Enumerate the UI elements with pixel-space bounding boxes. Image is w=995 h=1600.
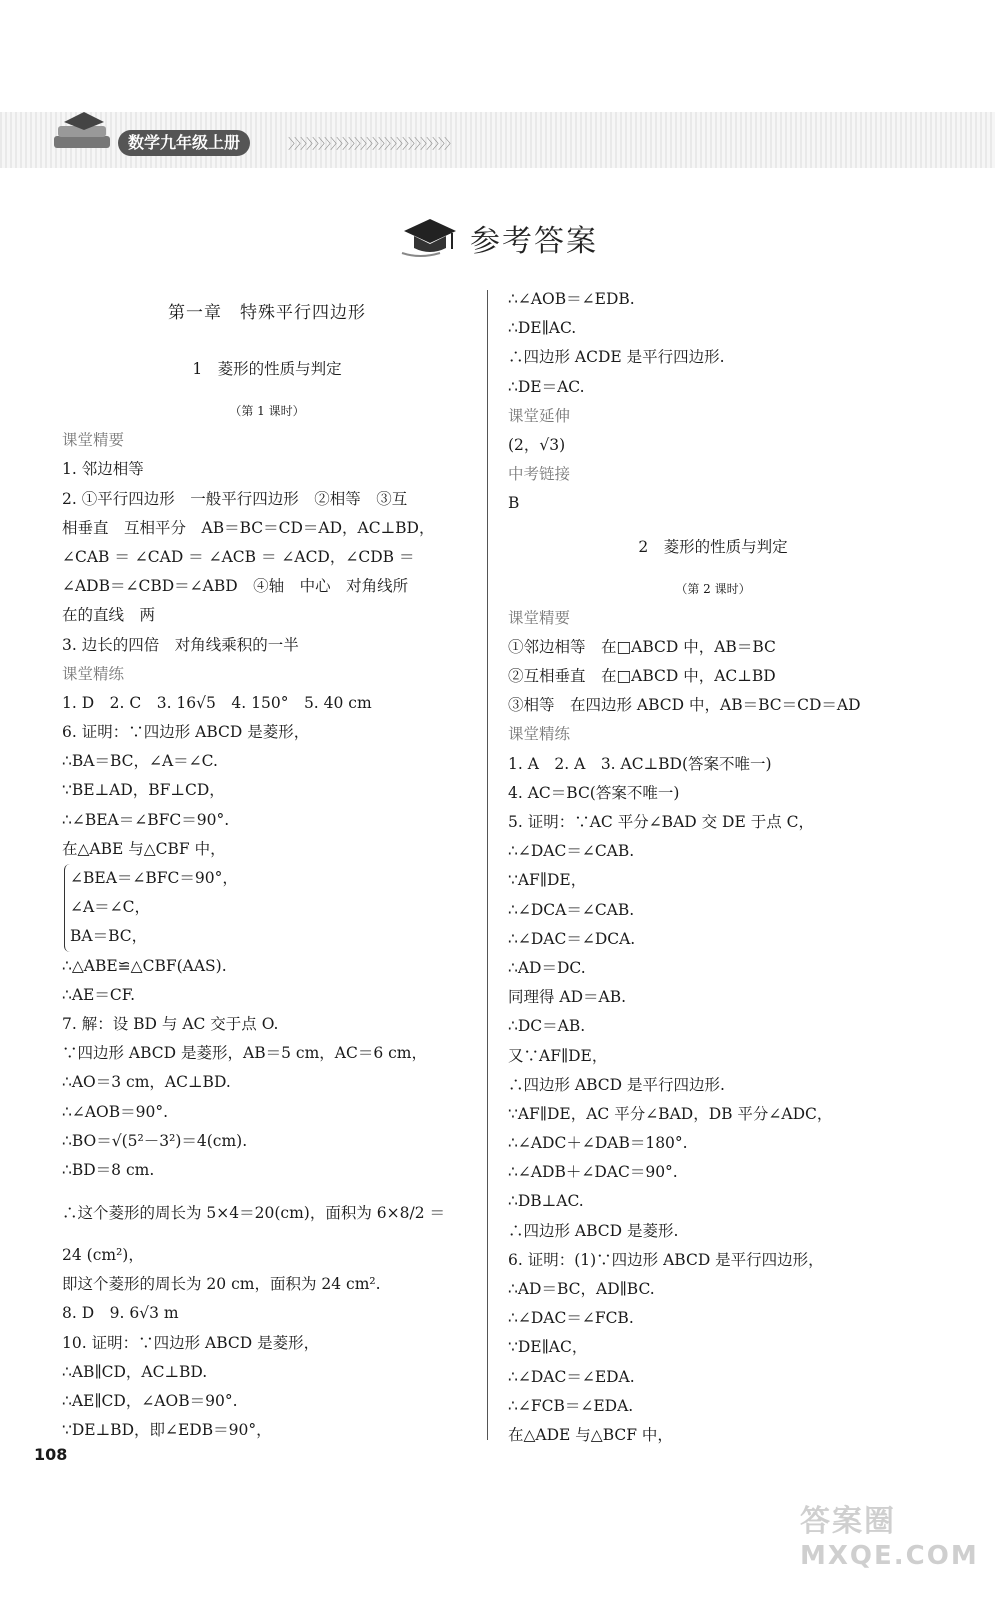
book-stack-icon	[50, 108, 116, 154]
answer-line: ∴DE＝AC.	[508, 377, 585, 396]
answer-line: ∵DE∥AC，	[508, 1338, 588, 1357]
graduation-cap-icon	[400, 213, 460, 263]
answer-line: ∴AE＝CF.	[62, 985, 135, 1004]
subsection-heading: 课堂精要	[508, 608, 571, 627]
answer-line: ∠CAB ＝ ∠CAD ＝ ∠ACB ＝ ∠ACD，∠CDB ＝	[62, 547, 415, 566]
answer-line: ∴四边形 ABCD 是菱形.	[508, 1221, 679, 1240]
answer-line: ∴∠FCB＝∠EDA.	[508, 1396, 634, 1415]
answer-line: ∴DE∥AC.	[508, 319, 577, 338]
answer-line: 24 (cm²)，	[62, 1246, 144, 1265]
answer-line: ∴∠DAC＝∠EDA.	[508, 1367, 635, 1386]
answer-line: ∴AO＝3 cm，AC⊥BD.	[62, 1073, 231, 1092]
answer-line: ∠BEA＝∠BFC＝90°，	[70, 869, 238, 887]
subsection-heading: 课堂延伸	[508, 406, 571, 425]
answer-line: B	[508, 494, 520, 513]
section-heading: 1 菱形的性质与判定	[192, 360, 342, 378]
answer-line: BA＝BC，	[70, 927, 148, 946]
answer-line: ∴∠BEA＝∠BFC＝90°.	[62, 810, 230, 829]
answer-line: ∴∠AOB＝90°.	[62, 1102, 169, 1121]
page-number: 108	[34, 1445, 68, 1464]
answer-line: 同理得 AD＝AB.	[508, 988, 627, 1007]
answer-line: ∵BE⊥AD，BF⊥CD，	[62, 781, 225, 800]
answer-line: ∴∠DCA＝∠CAB.	[508, 900, 635, 919]
answer-line: 3. 边长的四倍 对角线乘积的一半	[62, 635, 299, 654]
answer-line: ③相等 在四边形 ABCD 中，AB＝BC＝CD＝AD	[508, 696, 861, 715]
answer-line: ∴BO＝√(5²－3²)＝4(cm).	[62, 1131, 248, 1150]
answer-line: ∴AE∥CD，∠AOB＝90°.	[62, 1392, 238, 1410]
watermark	[800, 1505, 979, 1573]
answer-line: 在的直线 两	[62, 606, 156, 625]
lesson-label: （第 2 课时）	[675, 581, 751, 596]
watermark-logo: 答案圈	[800, 1504, 896, 1539]
congruence-conditions	[64, 864, 472, 952]
answer-line: ∴∠DAC＝∠FCB.	[508, 1309, 634, 1328]
answer-line: ∴这个菱形的周长为 5×4＝20(cm)，面积为 6×8/2 ＝	[62, 1204, 445, 1223]
answer-line: 即这个菱形的周长为 20 cm，面积为 24 cm².	[62, 1275, 381, 1294]
lesson-label: （第 1 课时）	[229, 404, 305, 418]
answer-line: ∴AD＝BC，AD∥BC.	[508, 1280, 655, 1298]
answer-line: 4. AC＝BC(答案不唯一)	[508, 783, 680, 802]
answer-line: ①邻边相等 在□ABCD 中，AB＝BC	[508, 637, 776, 656]
answer-line: 7. 解：设 BD 与 AC 交于点 O.	[62, 1014, 279, 1033]
answer-line: 在△ABE 与△CBF 中，	[62, 839, 226, 858]
answer-line: 相垂直 互相平分 AB＝BC＝CD＝AD，AC⊥BD，	[62, 518, 435, 537]
left-column	[62, 285, 472, 1445]
subsection-heading: 中考链接	[508, 465, 571, 484]
column-divider	[487, 290, 488, 1440]
right-column	[508, 285, 918, 1450]
answer-line: 又∵AF∥DE，	[508, 1046, 608, 1065]
answer-line: 1. D 2. C 3. 16√5 4. 150° 5. 40 cm	[62, 693, 372, 712]
answer-line: ∴∠AOB＝∠EDB.	[508, 290, 635, 308]
answer-line: ∵AF∥DE，AC 平分∠BAD，DB 平分∠ADC，	[508, 1104, 833, 1123]
watermark-url: MXQE.COM	[800, 1541, 979, 1571]
book-title-badge: 数学九年级上册	[118, 130, 250, 156]
answer-line: ∴BD＝8 cm.	[62, 1160, 155, 1179]
subsection-heading: 课堂精要	[62, 431, 125, 450]
answer-line: ∴DB⊥AC.	[508, 1192, 584, 1211]
answer-line: ∵DE⊥BD，即∠EDB＝90°，	[62, 1421, 272, 1440]
answer-line: 5. 证明：∵AC 平分∠BAD 交 DE 于点 C，	[508, 813, 815, 831]
answer-line: ∴∠DAC＝∠DCA.	[508, 929, 636, 948]
answer-line: ∠ADB＝∠CBD＝∠ABD ④轴 中心 对角线所	[62, 577, 409, 596]
section-heading: 2 菱形的性质与判定	[638, 537, 788, 556]
answer-line: ∴AD＝DC.	[508, 958, 586, 977]
answer-line: ∴∠DAC＝∠CAB.	[508, 842, 635, 861]
answer-line: ∴∠ADC＋∠DAB＝180°.	[508, 1134, 688, 1153]
answer-line: ∵AF∥DE，	[508, 871, 587, 890]
answer-line: 6. 证明：(1)∵四边形 ABCD 是平行四边形，	[508, 1250, 824, 1269]
answer-line: ∴四边形 ACDE 是平行四边形.	[508, 348, 725, 367]
answer-line: 2. ①平行四边形 一般平行四边形 ②相等 ③互	[62, 489, 408, 508]
answer-line: ∴∠ADB＋∠DAC＝90°.	[508, 1163, 678, 1182]
page-title: 参考答案	[470, 224, 598, 259]
subsection-heading: 课堂精练	[508, 725, 571, 744]
chapter-heading: 第一章 特殊平行四边形	[168, 303, 366, 323]
answer-line: 8. D 9. 6√3 m	[62, 1304, 179, 1323]
answer-line: ∵四边形 ABCD 是菱形，AB＝5 cm，AC＝6 cm，	[62, 1044, 427, 1063]
answer-line: 1. 邻边相等	[62, 460, 144, 479]
header-arrows: 〉〉〉〉〉〉〉〉〉〉〉〉〉〉〉〉〉〉〉〉〉〉〉〉〉〉〉	[288, 137, 457, 153]
answer-line: 1. A 2. A 3. AC⊥BD(答案不唯一)	[508, 754, 772, 773]
answer-line: ∴四边形 ABCD 是平行四边形.	[508, 1075, 725, 1094]
answer-line: ②互相垂直 在□ABCD 中，AC⊥BD	[508, 667, 776, 686]
answer-line: ∴BA＝BC，∠A＝∠C.	[62, 752, 218, 771]
answer-line: 10. 证明：∵四边形 ABCD 是菱形，	[62, 1333, 320, 1352]
answer-line: (2，√3)	[508, 435, 566, 454]
answer-line: ∴△ABE≌△CBF(AAS).	[62, 956, 227, 975]
answer-line: ∴DC＝AB.	[508, 1017, 586, 1036]
subsection-heading: 课堂精练	[62, 664, 125, 683]
answer-line: ∠A＝∠C，	[70, 898, 151, 917]
answer-line: 6. 证明：∵四边形 ABCD 是菱形，	[62, 723, 310, 742]
answer-line: 在△ADE 与△BCF 中，	[508, 1425, 673, 1444]
answer-line: ∴AB∥CD，AC⊥BD.	[62, 1362, 208, 1381]
